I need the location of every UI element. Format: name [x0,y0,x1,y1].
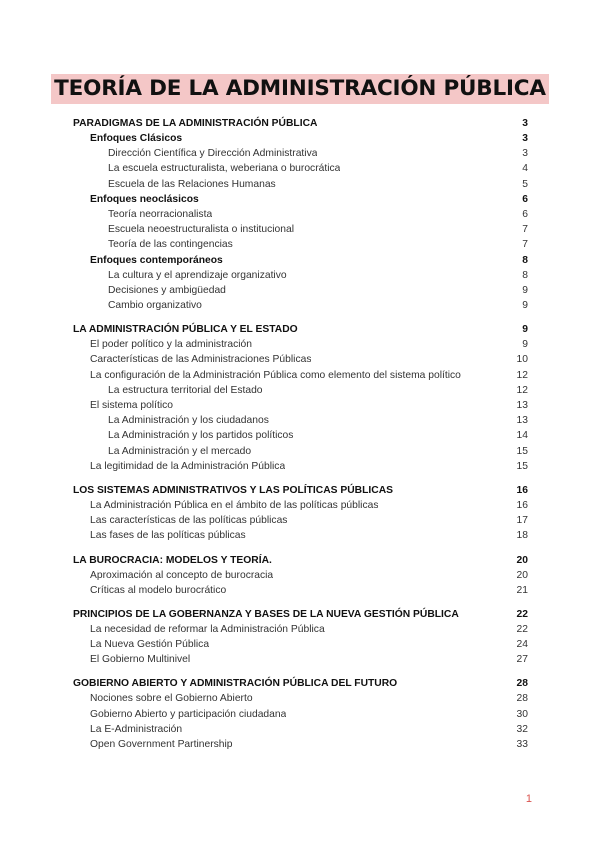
toc-entry-label: La configuración de la Administración Pública como elemento del sistema político [90,369,461,381]
page-number: 1 [525,793,532,805]
toc-entry[interactable] [73,253,528,268]
toc-entry[interactable] [73,428,528,443]
toc-entry-page: 7 [522,224,528,236]
toc-entry-page: 12 [516,369,528,381]
toc-entry-label: La necesidad de reformar la Administración Pública [90,623,325,635]
toc-entry-label: Open Government Partinership [90,739,233,750]
toc-entry-page: 24 [516,639,528,651]
toc-entry-label: Gobierno Abierto y participación ciudadana [90,708,287,720]
toc-entry[interactable] [73,707,528,722]
toc-entry-page: 21 [516,584,528,596]
toc-entry-page: 12 [516,384,528,396]
toc-entry-label: Las características de las políticas públicas [90,515,288,527]
toc-entry-page: 13 [516,415,528,427]
toc-entry-page: 15 [516,460,528,472]
toc-entry[interactable] [73,177,528,192]
table-of-contents [73,116,528,761]
toc-entry-label: La Administración y el mercado [108,445,252,457]
toc-entry[interactable] [73,652,528,667]
toc-entry-page: 8 [522,254,528,266]
toc-entry-page: 10 [516,354,528,366]
toc-entry-page: 13 [516,400,528,411]
toc-entry-label: La Nueva Gestión Pública [90,639,210,651]
toc-entry[interactable] [73,413,528,428]
document-title: TEORÍA DE LA ADMINISTRACIÓN PÚBLICA [51,74,549,104]
toc-section-heading[interactable] [73,676,528,691]
toc-entry-label: La Administración Pública en el ámbito de las políticas públicas [90,499,379,511]
toc-entry[interactable] [73,459,528,474]
toc-entry[interactable] [73,337,528,352]
toc-entry[interactable] [73,298,528,313]
toc-section-heading[interactable] [73,322,528,337]
toc-entry[interactable] [73,237,528,252]
toc-entry-page: 5 [522,178,528,190]
toc-entry-page: 3 [522,148,528,160]
toc-section [73,676,528,752]
toc-section-heading[interactable] [73,553,528,568]
toc-entry-label: La legitimidad de la Administración Pública [90,460,286,472]
toc-entry-page: 8 [522,269,528,281]
toc-entry-label: Características de las Administraciones Públicas [90,354,312,366]
toc-entry-label: Enfoques contemporáneos [90,254,223,266]
toc-entry[interactable] [73,513,528,528]
toc-entry-page: 18 [516,530,528,542]
toc-section-page: 28 [516,678,528,690]
toc-entry-page: 16 [516,499,528,511]
toc-entry-label: La escuela estructuralista, weberiana o burocrática [108,163,341,175]
toc-entry-label: Críticas al modelo burocrático [90,584,227,596]
toc-entry-label: Enfoques Clásicos [90,133,183,144]
toc-entry-label: La cultura y el aprendizaje organizativo [108,269,287,281]
toc-section [73,322,528,474]
toc-entry[interactable] [73,444,528,459]
toc-section-page: 22 [516,608,528,620]
toc-entry[interactable] [73,192,528,207]
toc-entry-page: 4 [522,163,528,175]
toc-entry-label: Teoría de las contingencias [108,239,233,251]
toc-entry[interactable] [73,222,528,237]
toc-entry[interactable] [73,146,528,161]
toc-section-heading[interactable] [73,607,528,622]
toc-entry[interactable] [73,383,528,398]
toc-entry-page: 14 [516,430,528,442]
toc-section-heading[interactable] [73,483,528,498]
toc-entry[interactable] [73,207,528,222]
toc-entry[interactable] [73,368,528,383]
toc-section-heading[interactable] [73,116,528,131]
toc-entry-label: Las fases de las políticas públicas [90,530,246,542]
toc-section-title: LA BUROCRACIA: MODELOS Y TEORÍA. [73,554,272,566]
toc-entry[interactable] [73,737,528,752]
toc-entry-label: La Administración y los partidos políticos [108,430,294,442]
toc-entry-page: 20 [516,569,528,581]
toc-entry-page: 27 [516,654,528,666]
toc-entry[interactable] [73,637,528,652]
toc-entry-page: 30 [516,708,528,720]
toc-entry-label: Aproximación al concepto de burocracia [90,569,274,581]
toc-entry-label: Dirección Científica y Dirección Administrativa [108,148,318,160]
toc-entry[interactable] [73,722,528,737]
title-container [0,74,600,104]
toc-entry[interactable] [73,352,528,367]
toc-section [73,483,528,544]
toc-entry-page: 28 [516,693,528,705]
toc-entry-page: 7 [522,239,528,251]
toc-entry-label: Escuela neoestructuralista o institucional [108,224,295,236]
toc-entry-label: El Gobierno Multinivel [90,654,191,666]
toc-entry[interactable] [73,568,528,583]
toc-entry[interactable] [73,131,528,146]
toc-entry-label: La E-Administración [90,723,183,735]
toc-entry-page: 17 [516,515,528,527]
toc-entry-page: 6 [522,208,528,220]
toc-entry-label: Decisiones y ambigüedad [108,284,226,296]
toc-entry[interactable] [73,498,528,513]
toc-entry-label: Escuela de las Relaciones Humanas [108,178,276,190]
toc-entry-label: Nociones sobre el Gobierno Abierto [90,693,253,705]
toc-entry-label: Teoría neorracionalista [108,208,213,220]
toc-entry[interactable] [73,283,528,298]
toc-entry-page: 3 [522,133,528,144]
toc-section-title: PRINCIPIOS DE LA GOBERNANZA Y BASES DE LA NUEVA GESTIÓN PÚBLICA [73,608,459,620]
toc-entry-label: El sistema político [90,400,173,411]
toc-entry-label: La Administración y los ciudadanos [108,415,269,427]
toc-entry[interactable] [73,622,528,637]
toc-entry-page: 22 [516,623,528,635]
toc-entry-page: 6 [522,193,528,205]
toc-entry-label: El poder político y la administración [90,339,252,351]
toc-entry-page: 33 [516,739,528,750]
toc-entry-page: 15 [516,445,528,457]
toc-entry-page: 9 [522,300,528,312]
toc-entry[interactable] [73,398,528,413]
toc-entry-page: 32 [516,723,528,735]
toc-section [73,607,528,668]
toc-section-page: 9 [522,324,528,336]
toc-section-title: LA ADMINISTRACIÓN PÚBLICA Y EL ESTADO [73,324,298,336]
toc-section-page: 16 [516,484,528,496]
toc-entry[interactable] [73,691,528,706]
toc-entry-label: La estructura territorial del Estado [108,384,263,396]
toc-entry-page: 9 [522,339,528,351]
toc-entry-label: Enfoques neoclásicos [90,193,199,205]
toc-entry[interactable] [73,528,528,543]
toc-section [73,553,528,598]
toc-entry[interactable] [73,161,528,176]
toc-section-title: GOBIERNO ABIERTO Y ADMINISTRACIÓN PÚBLICA DEL FUTURO [73,678,398,690]
toc-section [73,116,528,313]
toc-section-page: 3 [522,118,528,129]
toc-section-title: LOS SISTEMAS ADMINISTRATIVOS Y LAS POLÍTICAS PÚBLICAS [73,484,393,496]
toc-entry-label: Cambio organizativo [108,300,202,312]
toc-section-title: PARADIGMAS DE LA ADMINISTRACIÓN PÚBLICA [73,118,318,129]
toc-entry[interactable] [73,268,528,283]
toc-section-page: 20 [516,554,528,566]
toc-entry[interactable] [73,583,528,598]
toc-entry-page: 9 [522,284,528,296]
